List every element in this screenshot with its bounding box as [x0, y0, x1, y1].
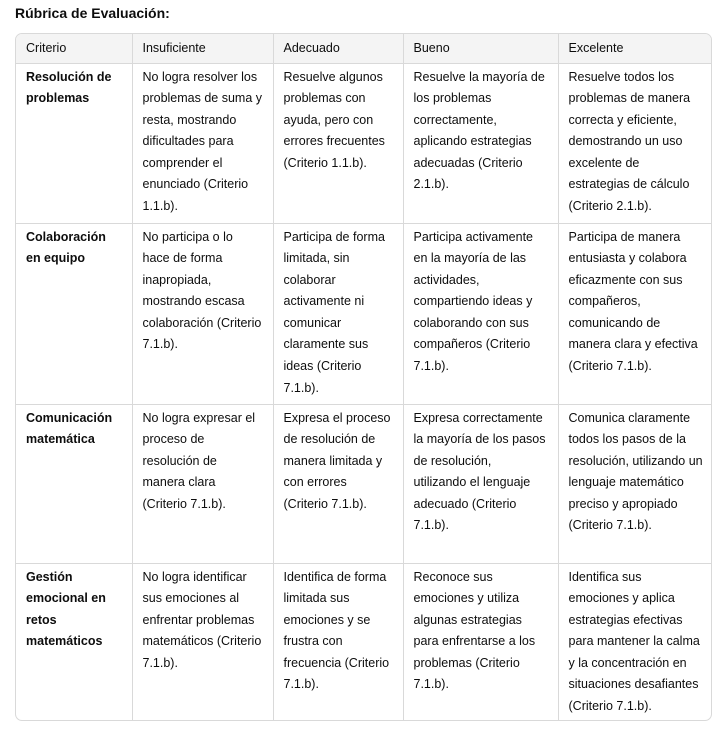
bueno-cell: Reconoce sus emociones y utiliza algunas estrategias para enfrentarse a los problemas (Criterio 7.1.b). [403, 563, 558, 721]
table-header-row [16, 34, 712, 63]
adecuado-cell: Identifica de forma limitada sus emociones y se frustra con frecuencia (Criterio 7.1.b). [273, 563, 403, 721]
criterion-cell: Colaboración en equipo [16, 223, 132, 404]
insuficiente-cell: No logra expresar el proceso de resolución de manera clara (Criterio 7.1.b). [132, 404, 273, 563]
adecuado-cell: Resuelve algunos problemas con ayuda, pero con errores frecuentes (Criterio 1.1.b). [273, 63, 403, 223]
header-insuficiente: Insuficiente [132, 34, 273, 63]
rubric-table-container [15, 33, 712, 721]
insuficiente-cell: No logra resolver los problemas de suma y resta, mostrando dificultades para comprender el enunciado (Criterio 1.1.b). [132, 63, 273, 223]
criterion-cell: Gestión emocional en retos matemáticos [16, 563, 132, 721]
table-row [16, 404, 712, 563]
bueno-cell: Expresa correctamente la mayoría de los pasos de resolución, utilizando el lenguaje adecuado (Criterio 7.1.b). [403, 404, 558, 563]
bueno-cell: Resuelve la mayoría de los problemas correctamente, aplicando estrategias adecuadas (Criterio 2.1.b). [403, 63, 558, 223]
adecuado-cell: Participa de forma limitada, sin colaborar activamente ni comunicar claramente sus ideas (Criterio 7.1.b). [273, 223, 403, 404]
excelente-cell: Resuelve todos los problemas de manera correcta y eficiente, demostrando un uso excelente de estrategias de cálculo (Criterio 2.1.b). [558, 63, 712, 223]
excelente-cell: Identifica sus emociones y aplica estrategias efectivas para mantener la calma y la concentración en situaciones desafiantes (Criterio 7.1.b). [568, 569, 700, 714]
table-row [16, 223, 712, 404]
excelente-cell: Participa de manera entusiasta y colabora eficazmente con sus compañeros, comunicando de manera clara y efectiva (Criterio 7.1.b). [558, 223, 712, 404]
header-bueno: Bueno [403, 34, 558, 63]
rubric-table [16, 34, 712, 721]
insuficiente-cell: No logra identificar sus emociones al enfrentar problemas matemáticos (Criterio 7.1.b). [132, 563, 273, 721]
table-row [16, 63, 712, 223]
header-criterio: Criterio [16, 34, 132, 63]
table-row [16, 563, 712, 721]
criterion-cell: Comunicación matemática [16, 404, 132, 563]
page-title: Rúbrica de Evaluación: [15, 5, 170, 21]
insuficiente-cell: No participa o lo hace de forma inapropiada, mostrando escasa colaboración (Criterio 7.1.b). [132, 223, 273, 404]
header-adecuado: Adecuado [273, 34, 403, 63]
excelente-cell: Comunica claramente todos los pasos de la resolución, utilizando un lenguaje matemático preciso y apropiado (Criterio 7.1.b). [558, 404, 712, 563]
header-excelente: Excelente [558, 34, 712, 63]
bueno-cell: Participa activamente en la mayoría de las actividades, compartiendo ideas y colaborando con sus compañeros (Criterio 7.1.b). [403, 223, 558, 404]
adecuado-cell: Expresa el proceso de resolución de manera limitada y con errores (Criterio 7.1.b). [273, 404, 403, 563]
criterion-cell: Resolución de problemas [16, 63, 132, 223]
